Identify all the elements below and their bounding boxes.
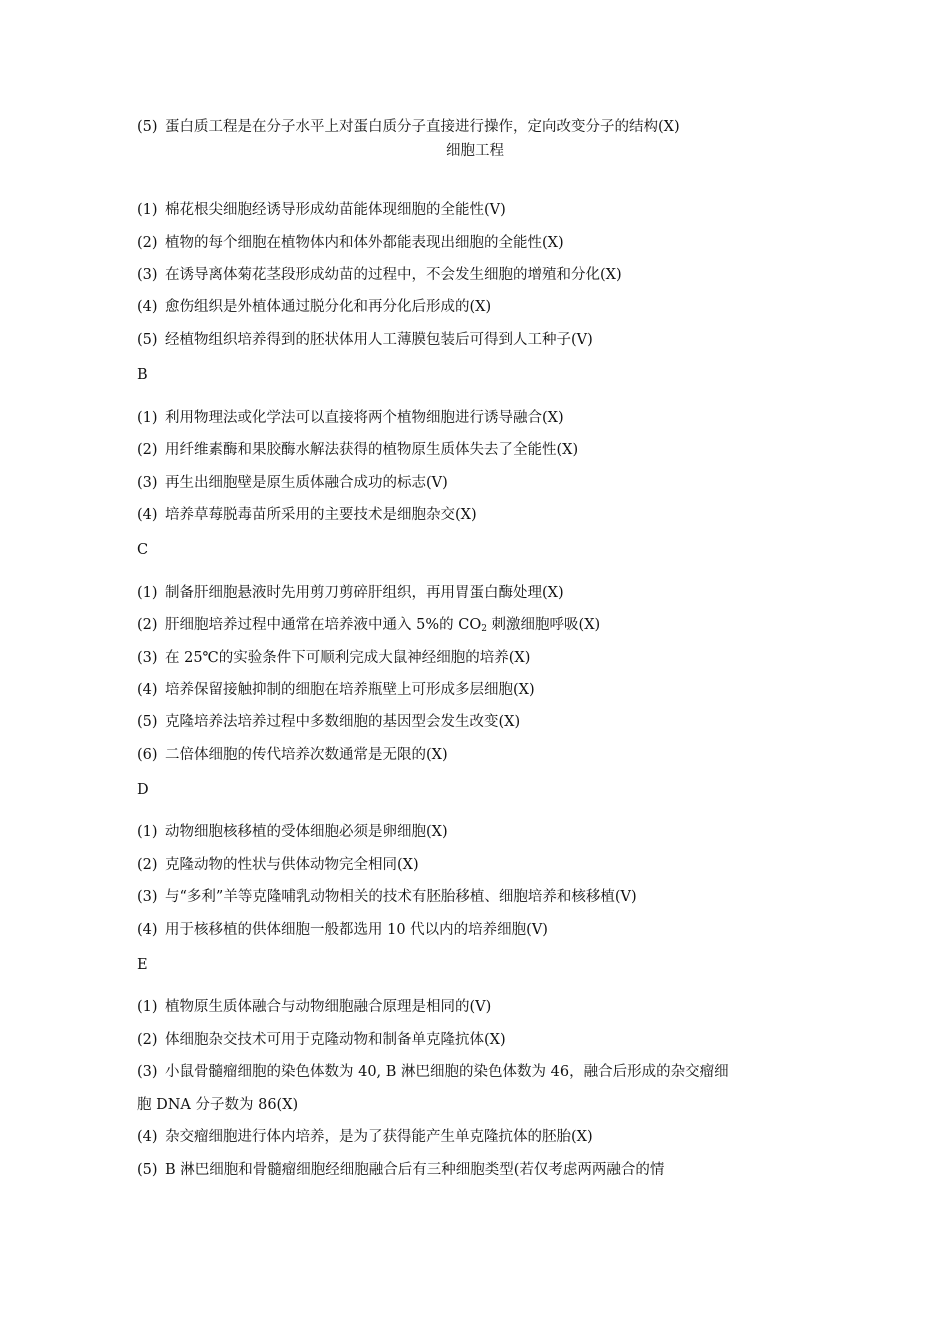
- item-text: 棉花根尖细胞经诱导形成幼苗能体现细胞的全能性(V): [165, 202, 506, 218]
- statement-item: [137, 440, 578, 460]
- statement-item: [137, 233, 564, 253]
- item-number: (3): [137, 267, 158, 283]
- item-text: 培养草莓脱毒苗所采用的主要技术是细胞杂交(X): [165, 507, 477, 523]
- item-text: 在 25℃的实验条件下可顺利完成大鼠神经细胞的培养(X): [165, 650, 531, 666]
- item-text: 杂交瘤细胞进行体内培养，是为了获得能产生单克隆抗体的胚胎(X): [165, 1129, 593, 1145]
- item-number: (3): [137, 650, 158, 666]
- section-label: D: [137, 782, 149, 798]
- statement-item: [137, 920, 548, 940]
- section-label: E: [137, 957, 148, 973]
- item-text: 植物原生质体融合与动物细胞融合原理是相同的(V): [165, 999, 492, 1015]
- statement-item: [137, 505, 477, 525]
- item-text: 愈伤组织是外植体通过脱分化和再分化后形成的(X): [165, 299, 492, 315]
- statement-item: [137, 855, 419, 875]
- statement-item: [137, 615, 600, 639]
- item-text: 与“多利”羊等克隆哺乳动物相关的技术有胚胎移植、细胞培养和核移植(V): [165, 889, 637, 905]
- section-title: 细胞工程: [446, 143, 504, 159]
- statement-item: [137, 887, 637, 907]
- item-number: (3): [137, 475, 158, 491]
- item-text: 克隆动物的性状与供体动物完全相同(X): [165, 857, 419, 873]
- item-number: (3): [137, 889, 158, 905]
- item-text: 克隆培养法培养过程中多数细胞的基因型会发生改变(X): [165, 714, 521, 730]
- subscript: 2: [481, 624, 487, 634]
- item-number: (4): [137, 507, 158, 523]
- item-text: 在诱导离体菊花茎段形成幼苗的过程中，不会发生细胞的增殖和分化(X): [165, 267, 622, 283]
- item-number: (4): [137, 299, 158, 315]
- item-text: 小鼠骨髓瘤细胞的染色体数为 40, B 淋巴细胞的染色体数为 46，融合后形成的杂交瘤细: [165, 1064, 729, 1080]
- statement-item: [137, 680, 535, 700]
- statement-item: [137, 712, 520, 732]
- item-text: 用纤维素酶和果胶酶水解法获得的植物原生质体失去了全能性(X): [165, 442, 579, 458]
- item-number: (2): [137, 617, 158, 633]
- item-text-continued: 刺激细胞呼吸(X): [486, 617, 601, 633]
- statement-item: [137, 1160, 664, 1180]
- item-number: (3): [137, 1064, 158, 1080]
- statement-item: [137, 330, 593, 350]
- statement-item: [137, 745, 448, 765]
- item-text: 肝细胞培养过程中通常在培养液中通入 5%的 CO: [165, 617, 482, 633]
- item-number: (5): [137, 119, 158, 135]
- item-number: (1): [137, 410, 158, 426]
- item-text: 利用物理法或化学法可以直接将两个植物细胞进行诱导融合(X): [165, 410, 564, 426]
- statement-item: [137, 1062, 729, 1082]
- item-number: (5): [137, 714, 158, 730]
- item-number: (1): [137, 999, 158, 1015]
- item-text: 植物的每个细胞在植物体内和体外都能表现出细胞的全能性(X): [165, 235, 564, 251]
- item-number: (5): [137, 332, 158, 348]
- item-number: (2): [137, 442, 158, 458]
- item-number: (4): [137, 1129, 158, 1145]
- item-number: (1): [137, 585, 158, 601]
- item-text: 二倍体细胞的传代培养次数通常是无限的(X): [165, 747, 448, 763]
- item-number: (1): [137, 824, 158, 840]
- statement-item: [137, 997, 491, 1017]
- statement-item: [137, 648, 530, 668]
- item-number: (2): [137, 1032, 158, 1048]
- item-text: 动物细胞核移植的受体细胞必须是卵细胞(X): [165, 824, 448, 840]
- item-text: 用于核移植的供体细胞一般都选用 10 代以内的培养细胞(V): [165, 922, 548, 938]
- item-number: (1): [137, 202, 158, 218]
- statement-item: [137, 473, 448, 493]
- item-text: 体细胞杂交技术可用于克隆动物和制备单克隆抗体(X): [165, 1032, 506, 1048]
- item-number: (4): [137, 682, 158, 698]
- statement-item: [137, 822, 448, 842]
- item-text: 经植物组织培养得到的胚状体用人工薄膜包装后可得到人工种子(V): [165, 332, 593, 348]
- item-text: 再生出细胞壁是原生质体融合成功的标志(V): [165, 475, 448, 491]
- statement-item: [137, 1030, 506, 1050]
- item-number: (6): [137, 747, 158, 763]
- item-text: 培养保留接触抑制的细胞在培养瓶壁上可形成多层细胞(X): [165, 682, 535, 698]
- statement-item: [137, 265, 622, 285]
- item-text: 蛋白质工程是在分子水平上对蛋白质分子直接进行操作，定向改变分子的结构(X): [165, 119, 680, 135]
- statement-item: [137, 117, 680, 137]
- section-label: C: [137, 542, 149, 558]
- statement-item: [137, 1127, 593, 1147]
- item-number: (4): [137, 922, 158, 938]
- item-text: 制备肝细胞悬液时先用剪刀剪碎肝组织，再用胃蛋白酶处理(X): [165, 585, 564, 601]
- item-number: (2): [137, 857, 158, 873]
- statement-item: [137, 297, 491, 317]
- statement-item: [137, 200, 506, 220]
- statement-item: [137, 583, 564, 603]
- item-number: (5): [137, 1162, 158, 1178]
- item-number: (2): [137, 235, 158, 251]
- statement-item: [137, 408, 564, 428]
- section-label: B: [137, 367, 148, 383]
- item-text: B 淋巴细胞和骨髓瘤细胞经细胞融合后有三种细胞类型(若仅考虑两两融合的情: [165, 1162, 665, 1178]
- statement-continuation: 胞 DNA 分子数为 86(X): [137, 1097, 299, 1113]
